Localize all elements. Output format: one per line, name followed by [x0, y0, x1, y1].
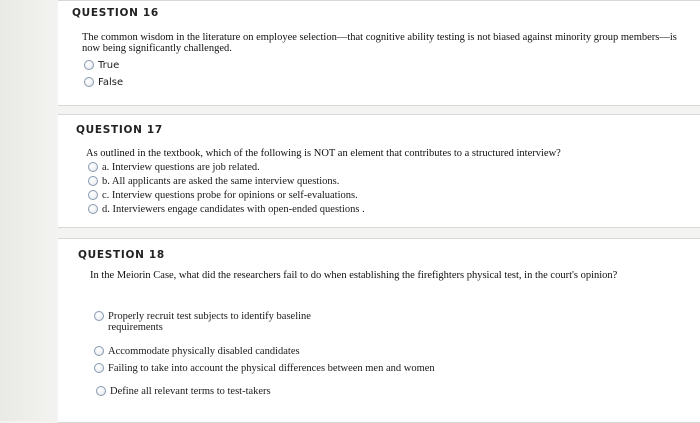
- q18-option-label: Define all relevant terms to test-takers: [110, 386, 271, 397]
- q17-option-label: c. Interview questions probe for opinions or self-evaluations.: [102, 190, 358, 201]
- q17-option-c[interactable]: [88, 190, 358, 201]
- q16-option-false[interactable]: [84, 77, 123, 88]
- q16-option-label: False: [98, 77, 124, 88]
- radio-button[interactable]: [94, 311, 104, 321]
- radio-button[interactable]: [88, 162, 98, 172]
- question-18-panel: [58, 238, 700, 423]
- radio-button[interactable]: [88, 190, 98, 200]
- question-17-prompt: As outlined in the textbook, which of the following is NOT an element that contributes to a structured interview?: [86, 148, 561, 159]
- q17-option-label: d. Interviewers engage candidates with open-ended questions .: [102, 204, 365, 215]
- q18-option-label: Properly recruit test subjects to identify baseline requirements: [108, 311, 311, 333]
- radio-button[interactable]: [94, 363, 104, 373]
- question-17-panel: [58, 114, 700, 228]
- question-16-heading: QUESTION 16: [72, 7, 159, 19]
- q17-option-a[interactable]: [88, 162, 260, 173]
- question-16-panel: [58, 0, 700, 106]
- q16-option-label: True: [98, 60, 120, 71]
- q18-option-4[interactable]: [96, 386, 271, 397]
- question-17-heading: QUESTION 17: [76, 124, 163, 136]
- q18-option-label: Accommodate physically disabled candidates: [108, 346, 300, 357]
- q17-option-label: b. All applicants are asked the same interview questions.: [102, 176, 340, 187]
- radio-button[interactable]: [96, 386, 106, 396]
- radio-button[interactable]: [94, 346, 104, 356]
- q18-option-label: Failing to take into account the physical differences between men and women: [108, 363, 435, 374]
- question-18-heading: QUESTION 18: [78, 249, 165, 261]
- q17-option-d[interactable]: [88, 204, 365, 215]
- q16-option-true[interactable]: [84, 60, 119, 71]
- q18-option-2[interactable]: [94, 346, 300, 357]
- q18-option-1[interactable]: [94, 311, 354, 333]
- q17-option-b[interactable]: [88, 176, 339, 187]
- q17-option-label: a. Interview questions are job related.: [102, 162, 260, 173]
- radio-button[interactable]: [84, 60, 94, 70]
- radio-button[interactable]: [88, 204, 98, 214]
- question-16-prompt: The common wisdom in the literature on employee selection—that cognitive ability testing is not biased against minority group members—is now being significantly challenged.: [82, 32, 677, 54]
- left-margin: [0, 0, 58, 421]
- radio-button[interactable]: [88, 176, 98, 186]
- radio-button[interactable]: [84, 77, 94, 87]
- question-18-prompt: In the Meiorin Case, what did the researchers fail to do when establishing the firefighters physical test, in the court's opinion?: [90, 270, 618, 281]
- q18-option-3[interactable]: [94, 363, 435, 374]
